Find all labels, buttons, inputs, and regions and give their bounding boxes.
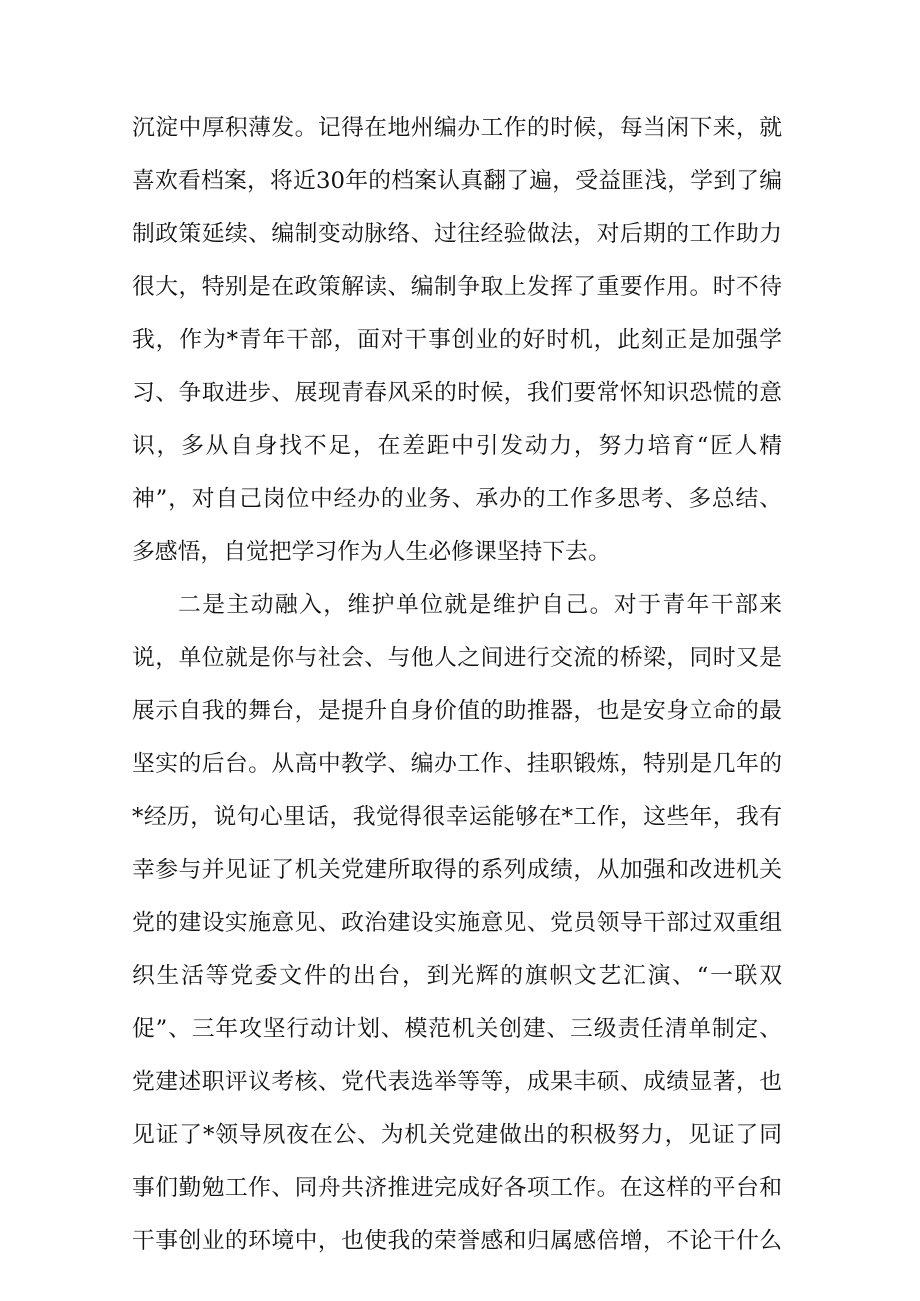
text-line: 多感悟，自觉把学习作为人生必修课坚持下去。 <box>132 539 611 565</box>
text-line: 见证了*领导夙夜在公、为机关党建做出的积极努力，见证了同 <box>132 1122 782 1148</box>
text-line: 制政策延续、编制变动脉络、过往经验做法，对后期的工作助力 <box>132 221 782 247</box>
text-line: *经历，说句心里话，我觉得很幸运能够在*工作，这些年，我有 <box>132 804 782 830</box>
text-line: 党的建设实施意见、政治建设实施意见、党员领导干部过双重组 <box>132 910 782 936</box>
paragraph-first-line: 二是主动融入，维护单位就是维护自己。对于青年干部来 <box>178 592 782 618</box>
text-line: 干事创业的环境中，也使我的荣誉感和归属感倍增，不论干什么 <box>132 1228 782 1254</box>
text-line: 幸参与并见证了机关党建所取得的系列成绩，从加强和改进机关 <box>132 857 782 883</box>
text-line: 识，多从自身找不足，在差距中引发动力，努力培育“匠人精 <box>132 433 782 459</box>
text-line: 喜欢看档案，将近30年的档案认真翻了遍，受益匪浅，学到了编 <box>132 168 782 194</box>
text-line: 展示自我的舞台，是提升自身价值的助推器，也是安身立命的最 <box>132 698 782 724</box>
text-line: 织生活等党委文件的出台，到光辉的旗帜文艺汇演、“一联双 <box>132 963 782 989</box>
text-line: 神”，对自己岗位中经办的业务、承办的工作多思考、多总结、 <box>132 486 782 512</box>
text-line: 说，单位就是你与社会、与他人之间进行交流的桥梁，同时又是 <box>132 645 782 671</box>
text-line: 习、争取进步、展现青春风采的时候，我们要常怀知识恐慌的意 <box>132 380 782 406</box>
text-line: 我，作为*青年干部，面对干事创业的好时机，此刻正是加强学 <box>132 327 782 353</box>
text-line: 事们勤勉工作、同舟共济推进完成好各项工作。在这样的平台和 <box>132 1175 782 1201</box>
text-line: 党建述职评议考核、党代表选举等等，成果丰硕、成绩显著，也 <box>132 1069 782 1095</box>
text-line: 促”、三年攻坚行动计划、模范机关创建、三级责任清单制定、 <box>132 1016 782 1042</box>
text-line: 坚实的后台。从高中教学、编办工作、挂职锻炼，特别是几年的 <box>132 751 782 777</box>
text-line: 沉淀中厚积薄发。记得在地州编办工作的时候，每当闲下来，就 <box>132 115 782 141</box>
text-line: 很大，特别是在政策解读、编制争取上发挥了重要作用。时不待 <box>132 274 782 300</box>
